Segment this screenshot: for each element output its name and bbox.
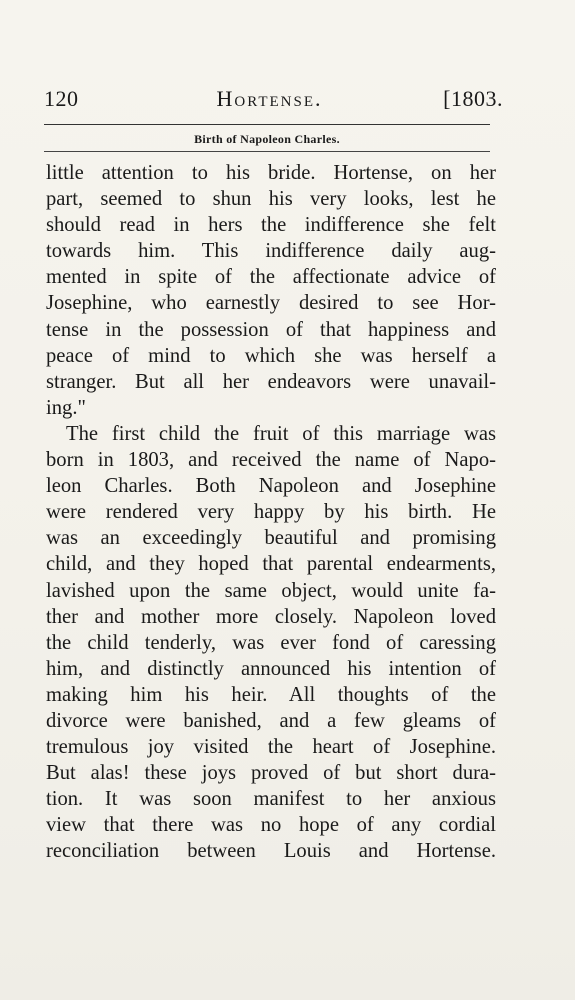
paragraph-1 xyxy=(46,160,496,421)
running-head xyxy=(44,86,503,118)
text-line: tense in the possession of that happiness and xyxy=(46,318,496,341)
paragraph-2 xyxy=(46,421,496,865)
text-line: child, and they hoped that parental endearments, xyxy=(46,553,496,576)
text-line: was an exceedingly beautiful and promising xyxy=(46,527,496,550)
text-line: should read in hers the indifference she felt xyxy=(46,214,496,237)
text-line: leon Charles. Both Napoleon and Josephine xyxy=(46,475,496,498)
text-line: reconciliation between Louis and Hortense. xyxy=(46,840,496,863)
text-line: part, seemed to shun his very looks, lest he xyxy=(46,188,496,211)
text-line: Josephine, who earnestly desired to see Hor- xyxy=(46,292,496,315)
text-line: The first child the fruit of this marriage was xyxy=(66,422,496,445)
header-rule xyxy=(44,124,490,125)
text-line: ther and mother more closely. Napoleon loved xyxy=(46,605,496,628)
text-line: view that there was no hope of any cordial xyxy=(46,814,496,837)
text-line: peace of mind to which she was herself a xyxy=(46,344,496,367)
section-subheading: Birth of Napoleon Charles. xyxy=(194,132,340,146)
text-line: stranger. But all her endeavors were unavail- xyxy=(46,370,496,393)
text-line: divorce were banished, and a few gleams of xyxy=(46,709,496,732)
text-line: making him his heir. All thoughts of the xyxy=(46,683,496,706)
text-line: lavished upon the same object, would unite fa- xyxy=(46,579,496,602)
text-line: mented in spite of the affectionate advice of xyxy=(46,266,496,289)
text-line: were rendered very happy by his birth. He xyxy=(46,501,496,524)
text-line: him, and distinctly announced his intention of xyxy=(46,657,496,680)
text-line: But alas! these joys proved of but short dura- xyxy=(46,762,496,785)
subheading-rule xyxy=(44,151,490,152)
text-line: towards him. This indifference daily aug- xyxy=(46,240,496,263)
text-line: the child tenderly, was ever fond of caressing xyxy=(46,631,496,654)
text-line: born in 1803, and received the name of Napo- xyxy=(46,449,496,472)
text-line: tremulous joy visited the heart of Josephine. xyxy=(46,736,496,759)
running-year: [1803. xyxy=(443,86,503,111)
text-line: tion. It was soon manifest to her anxious xyxy=(46,788,496,811)
running-title: Hortense. xyxy=(216,86,323,111)
body-text xyxy=(46,160,496,865)
text-line: ing." xyxy=(46,396,86,419)
text-line: little attention to his bride. Hortense, on her xyxy=(46,162,496,184)
page-number: 120 xyxy=(44,86,79,111)
